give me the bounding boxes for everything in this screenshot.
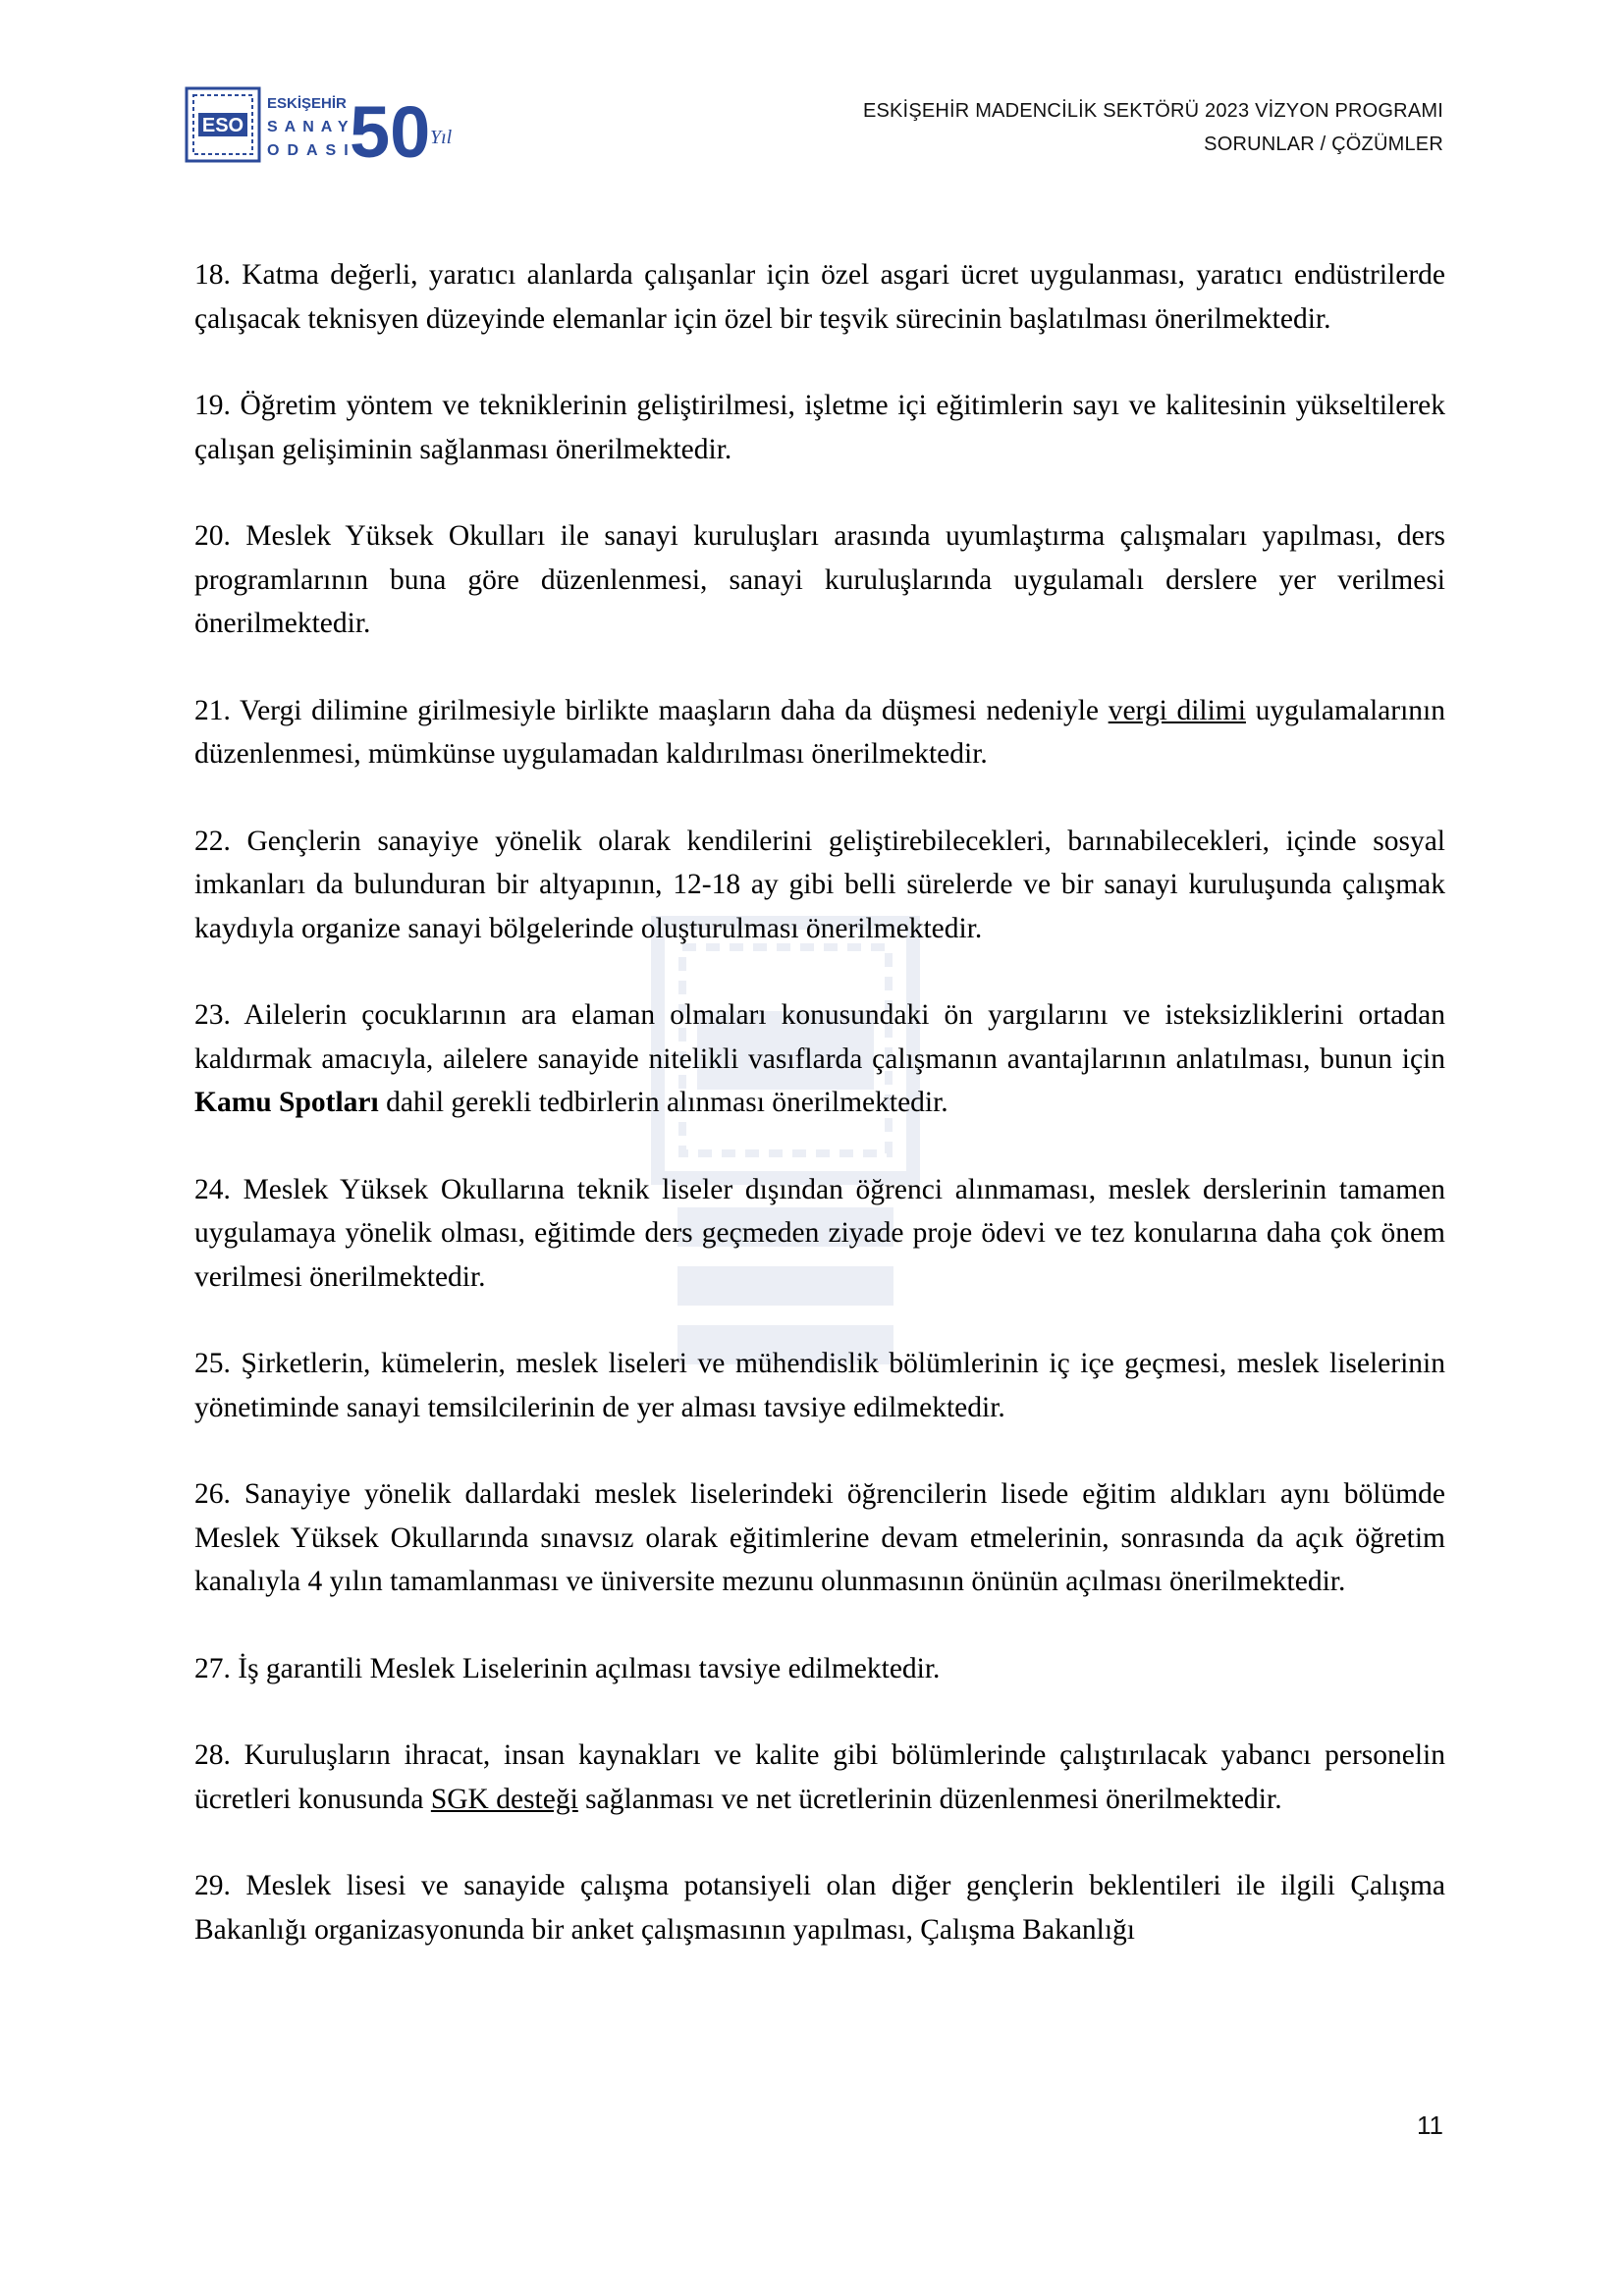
underlined-vergi-dilimi: vergi dilimi bbox=[1108, 694, 1246, 726]
paragraph-28-text-a: 28. Kuruluşların ihracat, insan kaynakları ve kalite gibi bölümlerinde çalıştırılacak yabancı personelin ücretleri konusunda bbox=[194, 1739, 1445, 1815]
document-body bbox=[194, 253, 1445, 1951]
page-number: 11 bbox=[1417, 2110, 1443, 2140]
paragraph-28-text-b: sağlanması ve net ücretlerinin düzenlenmesi önerilmektedir. bbox=[577, 1783, 1282, 1815]
logo-line3: ODASI bbox=[267, 142, 356, 159]
logo-line1: ESKİŞEHİR bbox=[267, 95, 347, 112]
paragraph-28 bbox=[194, 1734, 1445, 1821]
document-header bbox=[863, 94, 1443, 161]
eso-50-year-logo bbox=[185, 80, 469, 171]
paragraph-19: 19. Öğretim yöntem ve tekniklerinin geliştirilmesi, işletme içi eğitimlerin sayı ve kalitesinin yükseltilerek çalışan gelişiminin sağlanması önerilmektedir. bbox=[194, 390, 1445, 465]
paragraph-27: 27. İş garantili Meslek Liselerinin açılması tavsiye edilmektedir. bbox=[194, 1652, 941, 1684]
paragraph-23 bbox=[194, 993, 1445, 1125]
logo-line2: SANAYİ bbox=[267, 119, 366, 135]
logo-abbr: ESO bbox=[201, 115, 244, 136]
paragraph-21-text-a: 21. Vergi dilimine girilmesiyle birlikte maaşların daha da düşmesi nedeniyle bbox=[194, 694, 1109, 726]
paragraph-23-text-a: 23. Ailelerin çocuklarının ara elaman olmaları konusundaki ön yargılarını ve isteksizliklerini ortadan kaldırmak amacıyla, ailelere sanayide nitelikli vasıflarda çalışmanın avantajlarının anlatılması, bunun için bbox=[194, 999, 1445, 1075]
underlined-sgk-destegi: SGK desteği bbox=[430, 1783, 578, 1815]
paragraph-25: 25. Şirketlerin, kümelerin, meslek liseleri ve mühendislik bölümlerinin iç içe geçmesi, meslek liselerinin yönetiminde sanayi temsilcilerinin de yer alması tavsiye edilmektedir. bbox=[194, 1348, 1445, 1423]
logo-anniversary: 50 bbox=[350, 91, 431, 171]
paragraph-21 bbox=[194, 689, 1445, 776]
paragraph-18: 18. Katma değerli, yaratıcı alanlarda çalışanlar için özel asgari ücret uygulanması, yaratıcı endüstrilerde çalışacak teknisyen düzeyinde elemanlar için özel bir teşvik sürecinin başlatılması önerilmektedir. bbox=[194, 259, 1445, 335]
paragraph-24: 24. Meslek Yüksek Okullarına teknik liseler dışından öğrenci alınmaması, meslek derslerinin tamamen uygulamaya yönelik olması, eğitimde ders geçmeden ziyade proje ödevi ve tez konularına daha çok önem verilmesi önerilmektedir. bbox=[194, 1173, 1445, 1293]
paragraph-26: 26. Sanayiye yönelik dallardaki meslek liselerindeki öğrencilerin lisede eğitim aldıkları aynı bölümde Meslek Yüksek Okullarında sınavsız olarak eğitimlerine devam etmelerinin, sonrasında da açık öğretim kanalıyla 4 yılın tamamlanması ve üniversite mezunu olunmasının önünün açılması önerilmektedir. bbox=[194, 1478, 1445, 1597]
header-title: ESKİŞEHİR MADENCİLİK SEKTÖRÜ 2023 VİZYON PROGRAMI bbox=[862, 100, 1443, 122]
paragraph-22: 22. Gençlerin sanayiye yönelik olarak kendilerini geliştirebilecekleri, barınabilecekleri, içinde sosyal imkanları da bulunduran bir altyapının, 12-18 ay gibi belli sürelerde ve bir sanayi kuruluşunda çalışmak kaydıyla organize sanayi bölgelerinde oluşturulması önerilmektedir. bbox=[194, 825, 1445, 944]
logo-anniversary-suffix: Yıl bbox=[430, 127, 453, 148]
paragraph-20: 20. Meslek Yüksek Okulları ile sanayi kuruluşları arasında uyumlaştırma çalışmaları yapılması, ders programlarının buna göre düzenlenmesi, sanayi kuruluşlarında uygulamalı derslere yer verilmesi önerilmektedir. bbox=[194, 520, 1445, 639]
paragraph-29: 29. Meslek lisesi ve sanayide çalışma potansiyeli olan diğer gençlerin beklentileri ile ilgili Çalışma Bakanlığı organizasyonunda bir anket çalışmasının yapılması, Çalışma Bakanlığı bbox=[194, 1870, 1445, 1946]
header-subtitle: SORUNLAR / ÇÖZÜMLER bbox=[1204, 133, 1443, 155]
bold-kamu-spotlari: Kamu Spotları bbox=[194, 1087, 379, 1118]
paragraph-23-text-b: dahil gerekli tedbirlerin alınması önerilmektedir. bbox=[378, 1087, 948, 1118]
paragraph-21-text-b: uygulamalarının düzenlenmesi, mümkünse uygulamadan kaldırılması önerilmektedir. bbox=[194, 694, 1445, 770]
